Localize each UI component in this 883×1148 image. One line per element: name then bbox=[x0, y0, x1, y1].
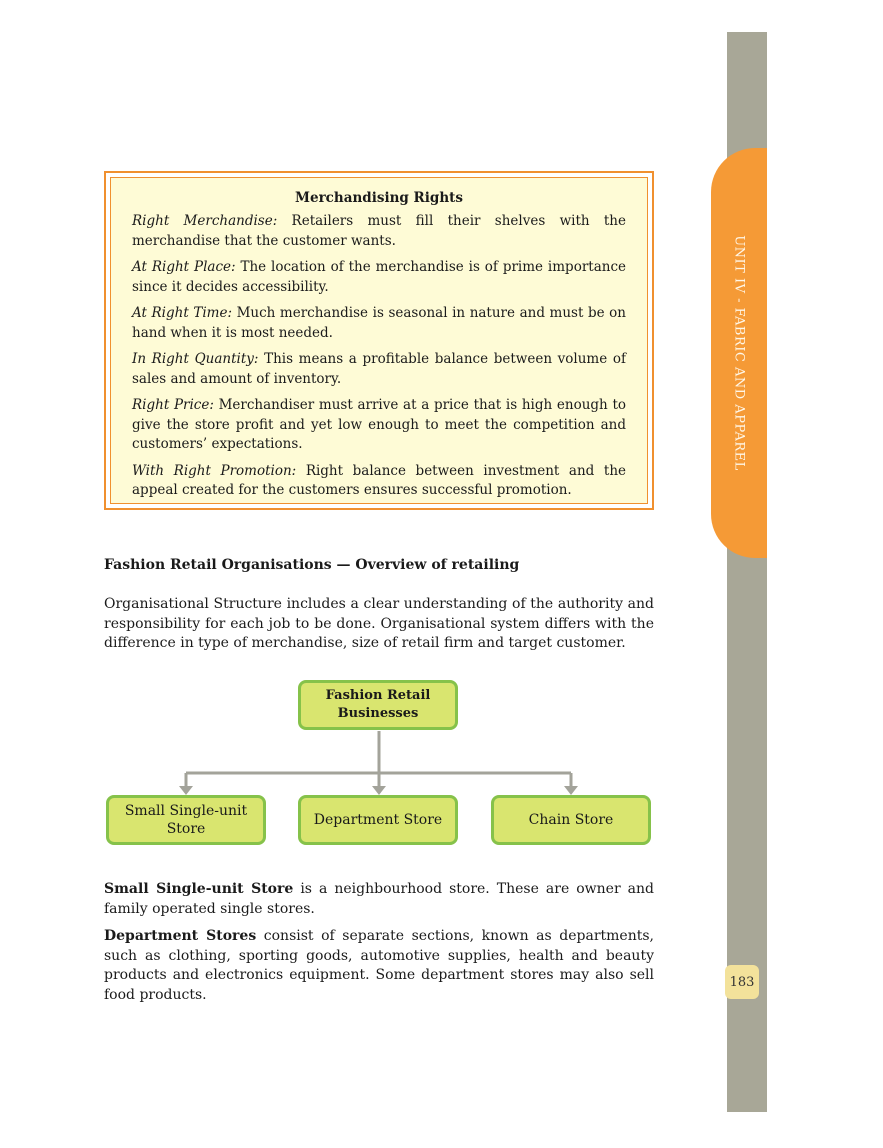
diagram-node-department-store bbox=[298, 795, 458, 845]
diagram-node-label: Department Store bbox=[313, 812, 443, 828]
section-heading: Fashion Retail Organisations — Overview of retailing bbox=[104, 557, 520, 573]
arrowhead-left bbox=[179, 786, 193, 795]
diagram-node-chain-store bbox=[491, 795, 651, 845]
definition-term: Department Stores bbox=[104, 928, 257, 944]
diagram-root-node bbox=[298, 680, 458, 730]
box-item-term: Right Merchandise: bbox=[132, 213, 278, 229]
box-item-text: Right balance between investment and the appeal created for the customers ensures successful promotion. bbox=[132, 462, 626, 498]
box-item-text: This means a profitable balance between volume of sales and amount of inventory. bbox=[132, 351, 626, 387]
diagram-node-small-store bbox=[106, 795, 266, 845]
definition-department-stores bbox=[104, 927, 654, 1005]
box-item-text: The location of the merchandise is of prime importance since it decides accessibility. bbox=[132, 259, 626, 295]
diagram-root-label: Fashion Retail Businesses bbox=[325, 688, 431, 721]
definition-text: is a neighbourhood store. These are owner and family operated single stores. bbox=[104, 881, 654, 917]
box-item-term: At Right Place: bbox=[132, 259, 236, 275]
diagram-node-label: Small Single-unit Store bbox=[124, 803, 248, 837]
box-item-text: Much merchandise is seasonal in nature and must be on hand when it is most needed. bbox=[132, 305, 626, 341]
box-item-term: At Right Time: bbox=[132, 305, 232, 321]
box-item-text: Merchandiser must arrive at a price that is high enough to give the store profit and yet low enough to meet the competition and customers’ expectations. bbox=[132, 397, 626, 452]
arrowhead-middle bbox=[372, 786, 386, 795]
page-number: 183 bbox=[725, 965, 759, 999]
box-item-term: With Right Promotion: bbox=[132, 462, 297, 479]
diagram-node-label: Chain Store bbox=[528, 812, 614, 828]
box-item-term: Right Price: bbox=[132, 397, 214, 413]
definition-term: Small Single-unit Store bbox=[104, 881, 294, 897]
definition-text: consist of separate sections, known as departments, such as clothing, sporting goods, automotive supplies, health and beauty products and electronics equipment. Some department stores may also sell food products. bbox=[104, 928, 654, 1003]
arrowhead-right bbox=[564, 786, 578, 795]
unit-label: UNIT IV - FABRIC AND APPAREL bbox=[731, 235, 747, 471]
intro-paragraph: Organisational Structure includes a clear understanding of the authority and responsibility for each job to be done. Organisational system differs with the difference in type of merchandise, size of retail firm and target customer. bbox=[104, 596, 654, 651]
box-item-term: In Right Quantity: bbox=[132, 351, 259, 367]
definition-small-store bbox=[104, 880, 654, 919]
box-item-text: Retailers must fill their shelves with the merchandise that the customer wants. bbox=[132, 213, 626, 249]
box-title: Merchandising Rights bbox=[295, 190, 463, 206]
